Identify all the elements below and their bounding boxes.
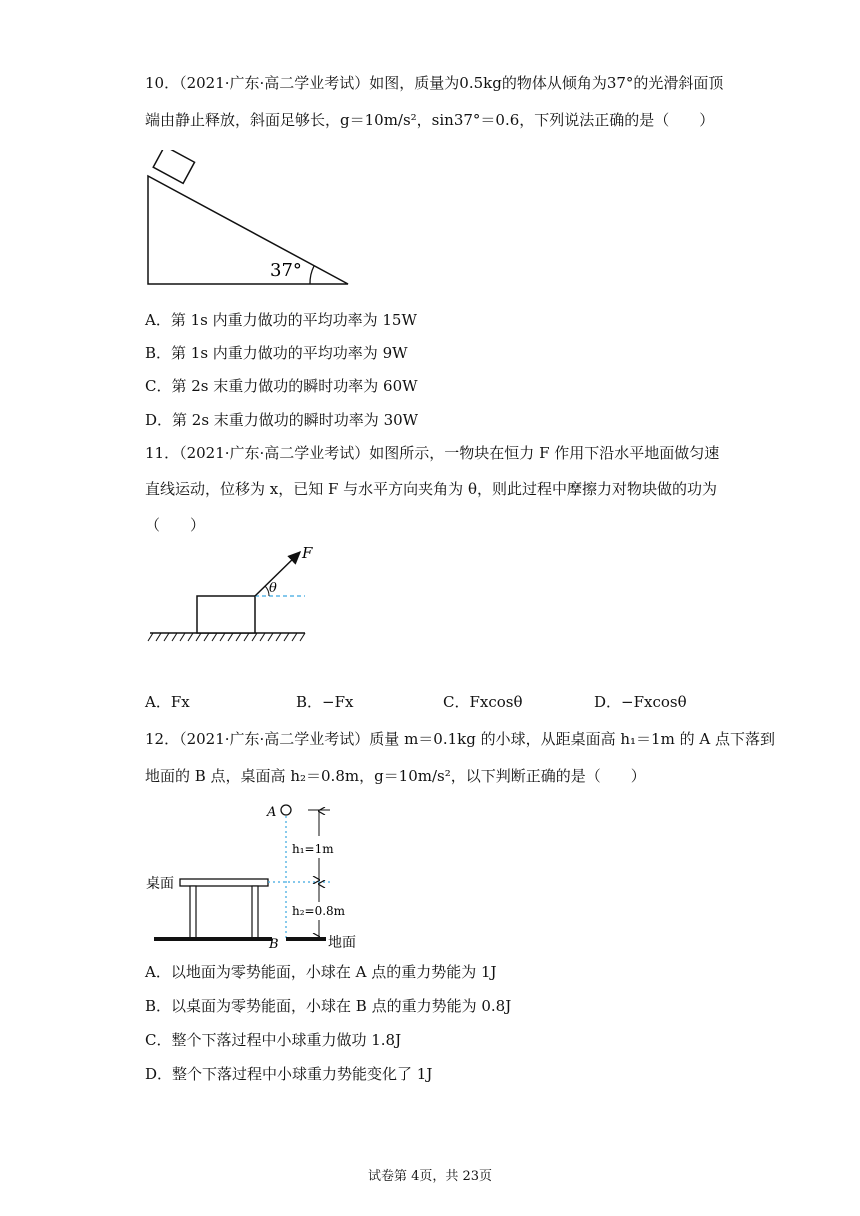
q12-option-b: B．以桌面为零势能面，小球在 B 点的重力势能为 0.8J <box>145 997 512 1015</box>
force-arrow <box>255 552 300 596</box>
block-on-incline <box>153 150 194 183</box>
incline-triangle <box>148 176 348 284</box>
q10-stem-line1: 10．（2021·广东·高二学业考试）如图，质量为0.5kg的物体从倾角为37°的光滑斜面顶 <box>145 74 724 92</box>
q12-option-c: C．整个下落过程中小球重力做功 1.8J <box>145 1031 402 1049</box>
page-footer: 试卷第 4页，共 23页 <box>367 1169 493 1184</box>
q10-option-d: D．第 2s 末重力做功的瞬时功率为 30W <box>145 411 419 429</box>
table-leg-right <box>252 886 258 938</box>
ground-hatching <box>148 633 305 641</box>
q11-option-a: A．Fx <box>145 693 190 711</box>
q10-option-a: A．第 1s 内重力做功的平均功率为 15W <box>145 311 417 329</box>
label-b: B <box>269 937 279 952</box>
angle-arc <box>310 266 314 284</box>
q11-stem-line3: （ ） <box>145 516 206 534</box>
label-h1: h₁=1m <box>292 842 334 856</box>
q11-stem-line2: 直线运动，位移为 x，已知 F 与水平方向夹角为 θ，则此过程中摩擦力对物块做的功为 <box>145 480 717 498</box>
label-table: 桌面 <box>146 876 174 892</box>
table-leg-left <box>190 886 196 938</box>
block <box>197 596 255 633</box>
q11-option-b: B．−Fx <box>296 693 354 711</box>
q10-option-c: C．第 2s 末重力做功的瞬时功率为 60W <box>145 377 418 395</box>
q12-option-a: A．以地面为零势能面，小球在 A 点的重力势能为 1J <box>145 963 497 981</box>
label-h2: h₂=0.8m <box>292 904 346 918</box>
q11-option-d: D．−Fxcosθ <box>594 693 687 711</box>
force-label: F <box>302 544 313 562</box>
label-ground: 地面 <box>328 935 356 951</box>
label-a: A <box>267 805 277 820</box>
q12-option-d: D．整个下落过程中小球重力势能变化了 1J <box>145 1065 433 1083</box>
q11-block-force-figure <box>145 540 315 645</box>
ball-a <box>281 805 291 815</box>
q10-option-b: B．第 1s 内重力做功的平均功率为 9W <box>145 344 408 362</box>
q11-stem-line1: 11．（2021·广东·高二学业考试）如图所示，一物块在恒力 F 作用下沿水平地面做匀速 <box>145 444 720 462</box>
q12-stem-line2: 地面的 B 点，桌面高 h₂＝0.8m，g＝10m/s²，以下判断正确的是（ ） <box>145 767 646 785</box>
q12-stem-line1: 12．（2021·广东·高二学业考试）质量 m＝0.1kg 的小球，从距桌面高 h₁＝1m 的 A 点下落到 <box>145 730 775 748</box>
q11-option-c: C．Fxcosθ <box>443 693 523 711</box>
theta-label: θ <box>269 581 277 596</box>
q10-angle-label: 37° <box>270 260 302 281</box>
q10-stem-line2: 端由静止释放，斜面足够长，g＝10m/s²，sin37°＝0.6，下列说法正确的是（ ） <box>145 111 715 129</box>
q10-incline-figure <box>140 150 360 290</box>
table-top <box>180 879 268 886</box>
q12-table-drop-figure <box>140 798 370 952</box>
